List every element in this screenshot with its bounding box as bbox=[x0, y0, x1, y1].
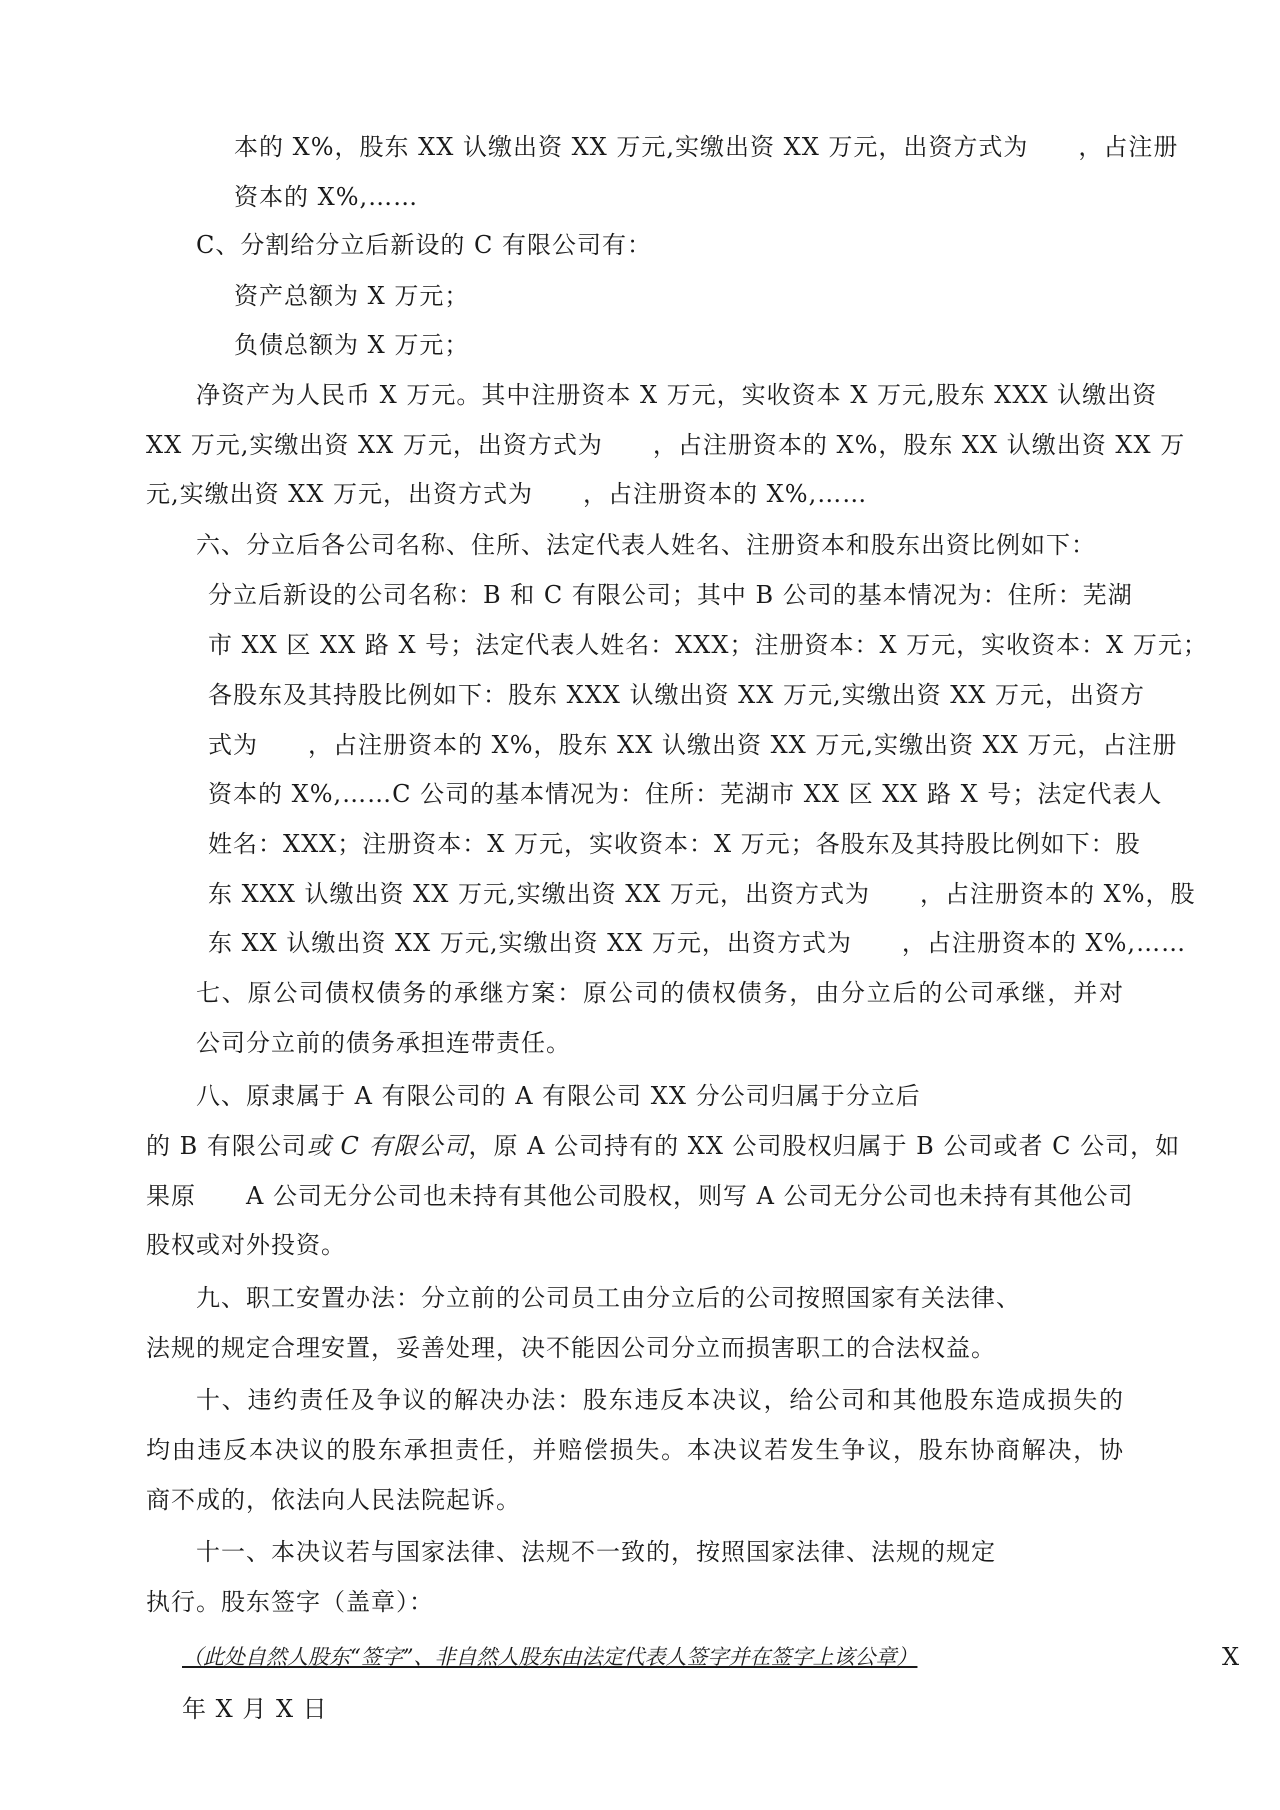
text-line: 十一、本决议若与国家法律、法规不一致的，按照国家法律、法规的规定 bbox=[196, 1538, 996, 1566]
text-line: 负债总额为 X 万元； bbox=[234, 331, 470, 359]
text-line: 各股东及其持股比例如下：股东 XXX 认缴出资 XX 万元,实缴出资 XX 万元，出资方 bbox=[208, 681, 1146, 709]
text-line: 资本的 X%,……C 公司的基本情况为：住所：芜湖市 XX 区 XX 路 X 号；法定代表人 bbox=[208, 780, 1163, 808]
section-heading: 六、分立后各公司名称、住所、法定代表人姓名、注册资本和股东出资比例如下： bbox=[196, 531, 1096, 559]
italic-segment: 或 C 有限公司 bbox=[306, 1132, 469, 1160]
text-line: 商不成的，依法向人民法院起诉。 bbox=[146, 1486, 521, 1514]
text-line: 八、原隶属于 A 有限公司的 A 有限公司 XX 分公司归属于分立后 bbox=[196, 1082, 921, 1110]
text-line: 均由违反本决议的股东承担责任，并赔偿损失。本决议若发生争议，股东协商解决，协 bbox=[146, 1436, 1124, 1464]
text-line: 股权或对外投资。 bbox=[146, 1231, 346, 1259]
text-line: 式为 ，占注册资本的 X%，股东 XX 认缴出资 XX 万元,实缴出资 XX 万元，占注册 bbox=[208, 731, 1178, 759]
text-segment: 的 B 有限公司 bbox=[146, 1132, 307, 1160]
text-line: 法规的规定合理安置，妥善处理，决不能因公司分立而损害职工的合法权益。 bbox=[146, 1334, 996, 1362]
text-line: 分立后新设的公司名称：B 和 C 有限公司；其中 B 公司的基本情况为：住所：芜湖 bbox=[208, 581, 1133, 609]
text-line: 姓名：XXX；注册资本：X 万元，实收资本：X 万元；各股东及其持股比例如下：股 bbox=[208, 830, 1141, 858]
text-line: 十、违约责任及争议的解决办法：股东违反本决议，给公司和其他股东造成损失的 bbox=[196, 1386, 1124, 1414]
text-line: 果原 A 公司无分公司也未持有其他公司股权，则写 A 公司无分公司也未持有其他公司 bbox=[146, 1182, 1134, 1210]
text-line: 资产总额为 X 万元； bbox=[234, 282, 470, 310]
text-line: 元,实缴出资 XX 万元，出资方式为 ，占注册资本的 X%,…… bbox=[146, 480, 868, 508]
text-line: 公司分立前的债务承担连带责任。 bbox=[196, 1029, 571, 1057]
text-line: XX 万元,实缴出资 XX 万元，出资方式为 ，占注册资本的 X%，股东 XX 认缴出资 XX 万 bbox=[146, 431, 1186, 459]
text-line: 资本的 X%,…… bbox=[234, 183, 419, 211]
text-line: 九、职工安置办法：分立前的公司员工由分立后的公司按照国家有关法律、 bbox=[196, 1284, 1021, 1312]
text-line: 本的 X%，股东 XX 认缴出资 XX 万元,实缴出资 XX 万元，出资方式为 ，占注册 bbox=[234, 133, 1179, 161]
text-line: 市 XX 区 XX 路 X 号；法定代表人姓名：XXX；注册资本：X 万元，实收资本：X 万元； bbox=[208, 631, 1208, 659]
text-line: 七、原公司债权债务的承继方案：原公司的债权债务，由分立后的公司承继，并对 bbox=[196, 979, 1124, 1007]
subsection-heading: C、分割给分立后新设的 C 有限公司有： bbox=[196, 231, 652, 259]
signature-x-mark: X bbox=[1222, 1643, 1240, 1671]
text-line: 执行。股东签字（盖章）： bbox=[146, 1588, 434, 1616]
signature-date: 年 X 月 X 日 bbox=[182, 1695, 328, 1723]
signature-note: （此处自然人股东“签字”、非自然人股东由法定代表人签字并在签字上该公章） bbox=[182, 1645, 918, 1669]
text-segment: ，原 A 公司持有的 XX 公司股权归属于 B 公司或者 C 公司，如 bbox=[468, 1132, 1181, 1160]
text-line bbox=[146, 1131, 1181, 1161]
text-line: 净资产为人民币 X 万元。其中注册资本 X 万元，实收资本 X 万元,股东 XXX 认缴出资 bbox=[196, 381, 1158, 409]
text-line: 东 XXX 认缴出资 XX 万元,实缴出资 XX 万元，出资方式为 ，占注册资本的 X%，股 bbox=[208, 880, 1196, 908]
text-line: 东 XX 认缴出资 XX 万元,实缴出资 XX 万元，出资方式为 ，占注册资本的 X%,…… bbox=[208, 929, 1187, 957]
